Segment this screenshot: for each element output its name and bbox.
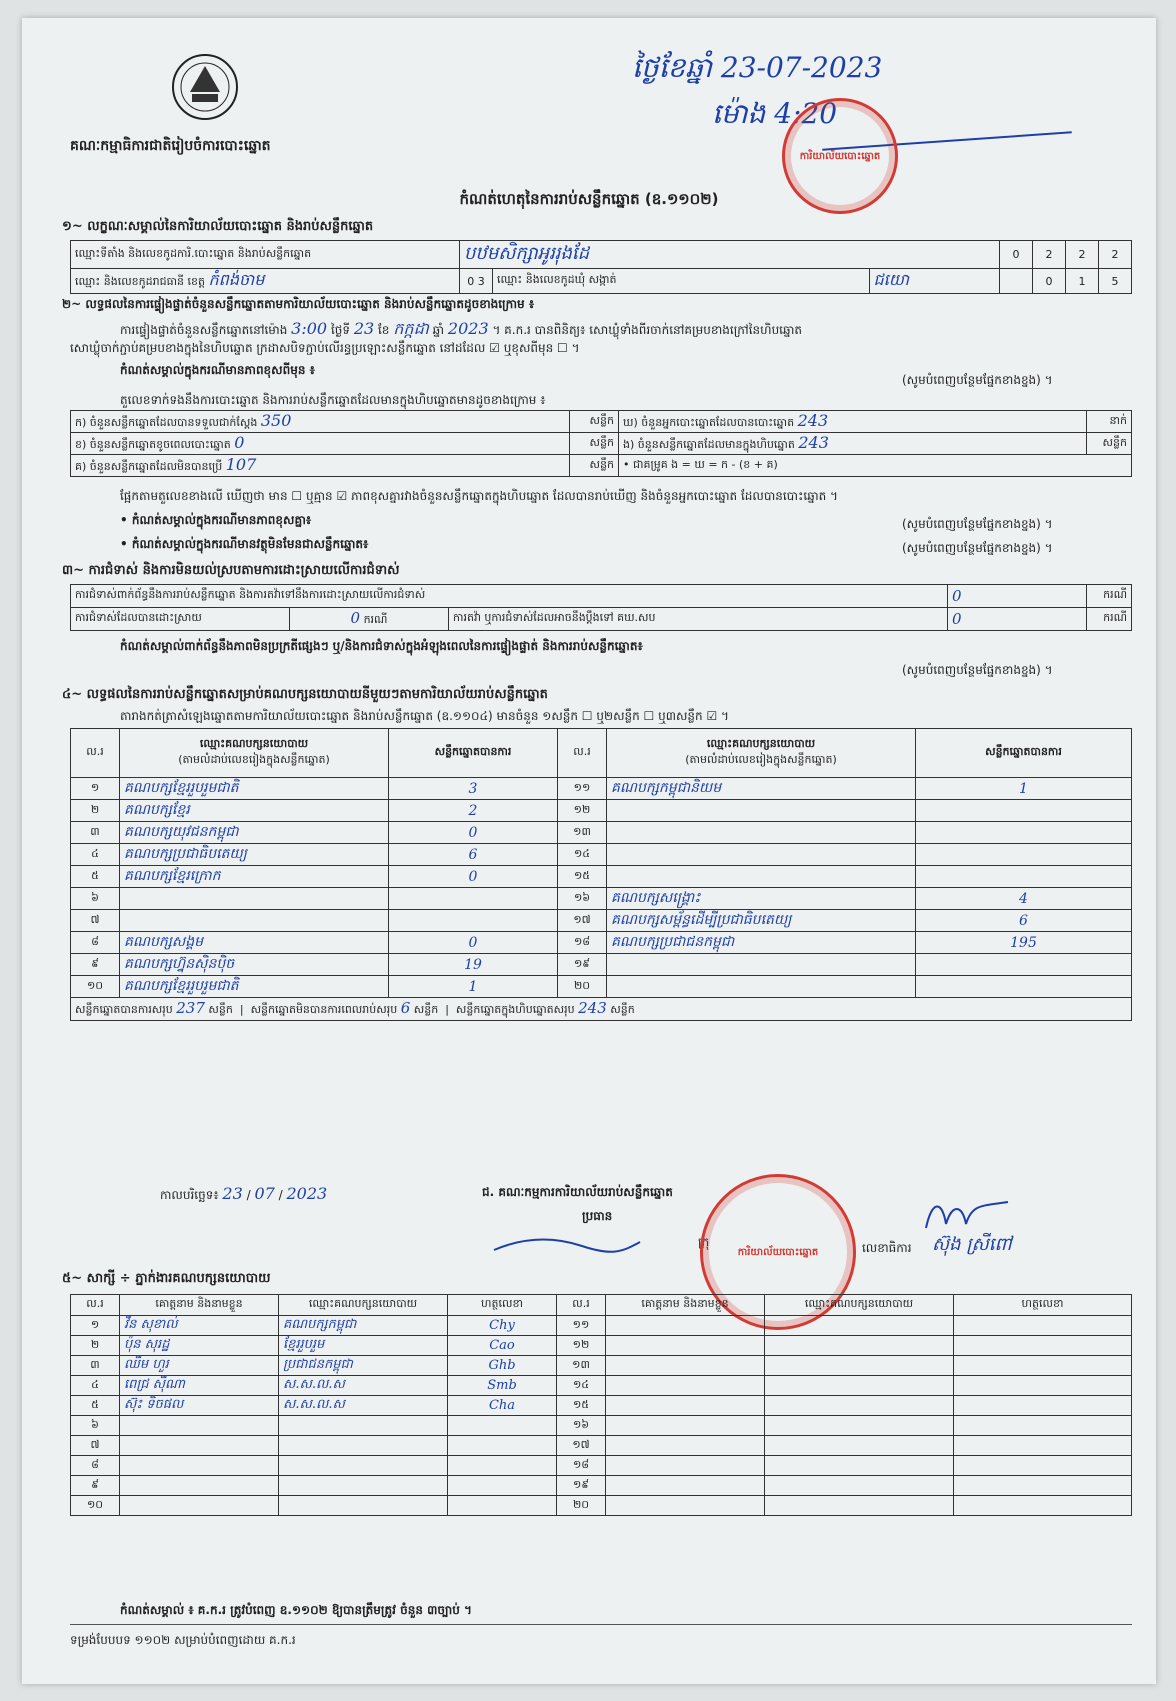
witness-no: ១៨ (572, 1457, 590, 1471)
appeal-value: 0 (952, 610, 962, 628)
witness-col-sign-right: ហត្ថលេខា (1021, 1297, 1064, 1310)
intro-c: ខែ (378, 323, 390, 337)
results-no: ៦ (91, 890, 99, 904)
commune-code-1: 0 (1045, 274, 1053, 288)
witness-no: ១៣ (572, 1357, 590, 1371)
witness-row (71, 1436, 1132, 1456)
note-foreign-hint: (សូមបំពេញបន្ថែមផ្នែកខាងខ្នង) ។ (902, 541, 1053, 555)
witness-row (71, 1496, 1132, 1516)
committee-label: ជ. គណៈកម្មការការិយាល័យរាប់សន្លឹកឆ្នោត (482, 1185, 673, 1199)
objection-value: 0 (952, 587, 962, 605)
results-no: ១៩ (573, 956, 591, 970)
count-b-label: ខ) ចំនួនសន្លឹកឆ្នោតខូចពេលបោះឆ្នោត (75, 438, 231, 451)
witness-col-party-right: ឈ្មោះគណបក្សនយោបាយ (804, 1297, 914, 1310)
location-code-3: 2 (1078, 248, 1086, 261)
secretary-label: លេខាធិការ (862, 1241, 912, 1255)
results-row (71, 866, 1132, 888)
results-row (71, 888, 1132, 910)
witness-col-party-left: ឈ្មោះគណបក្សនយោបាយ (308, 1297, 418, 1310)
results-no: ១២ (573, 802, 591, 816)
section1-table (70, 240, 1132, 294)
results-col-no-left: ល.រ (86, 745, 104, 758)
witness-no: ៤ (91, 1377, 99, 1391)
total-invalid-unit: សន្លឹក (413, 1003, 439, 1016)
count-e-unit: សន្លឹក (1102, 435, 1127, 449)
witness-no: ៥ (91, 1397, 99, 1411)
chair-label: ប្រធាន (582, 1209, 613, 1223)
witness-row (71, 1316, 1132, 1336)
irregularity-hint: (សូមបំពេញបន្ថែមផ្នែកខាងខ្នង) ។ (902, 663, 1053, 677)
results-table: ល.រ ឈ្មោះគណបក្សនយោបាយ (តាមលំដាប់លេខរៀងក្នុងសន្លឹកឆ្នោត) សន្លឹកឆ្នោតបានការ ល.រ ឈ្មោះគណបក្សនយោបាយ (តាមលំដាប់លេខរៀងក្នុងសន្លឹកឆ្នោត) សន្លឹកឆ្នោតបានការ ១ គណបក្សខ្មែររួបរួមជាតិ 3 ១១ គណបក្សកម្ពុជានិយម 1 ២ គណបក្សខ្មែរ 2 ១២ ៣ គណបក្សយុវជនកម្ពុជា 0 ១៣ ៤ គណបក្សប្រជាធិបតេយ្យ 6 ១៤ ៥ គណបក្សខ្មែរក្រោក 0 ១៥ ៦ ១៦ គណបក្សសង្គ្រោះ 4 ៧ ១៧ គណបក្សសម្ព័ន្ធដើម្បីប្រជាធិបតេយ្យ 6 ៨ គណបក្សសង្គម 0 ១៨ គណបក្សប្រជាជនកម្ពុជា 195 ៩ គណបក្សហ្វ៊ុនស៊ិនប៉ិច 19 ១៩ ១០ គណបក្សខ្មែររួបរួមជាតិ 1 ២០ សន្លឹកឆ្នោតបានការសរុប 237 សន្លឹក | សន្លឹកឆ្នោតមិនបានការពេលរាប់សរុប 6 សន្លឹក | សន្លឹកឆ្នោតក្នុងហិបឆ្នោតសរុប 243 សន្លឹក (70, 728, 1132, 1021)
date-month: 07 (254, 1184, 275, 1203)
count-a-unit: សន្លឹក (589, 413, 614, 427)
count-a-label: ក) ចំនួនសន្លឹកឆ្នោតដែលបានទទួលជាក់ស្តែង (75, 416, 258, 429)
location-label: ឈ្មោះទីតាំង និងលេខកូដការិ.បោះឆ្នោត និងរាប់សន្លឹកឆ្នោត (75, 246, 312, 260)
witness-signature: Cao (489, 1338, 515, 1353)
witness-row (71, 1356, 1132, 1376)
results-col-votes-right: សន្លឹកឆ្នោតបានការ (985, 745, 1062, 758)
results-party: គណបក្សហ្វ៊ុនស៊ិនប៉ិច (124, 956, 235, 972)
witness-no: ១០ (86, 1497, 104, 1511)
witness-row (71, 1416, 1132, 1436)
results-votes: 0 (468, 934, 478, 951)
form-sheet (22, 18, 1156, 1684)
witness-party: ស.ស.ល.ស (283, 1397, 345, 1412)
count-d-unit: នាក់ (1109, 413, 1127, 427)
results-votes: 6 (468, 846, 478, 863)
footer-divider (70, 1624, 1132, 1625)
results-no: ៤ (91, 846, 99, 860)
results-row (71, 800, 1132, 822)
count-c-value: 107 (225, 455, 257, 474)
note-diff-hint: (សូមបំពេញបន្ថែមផ្នែកខាងខ្នង) ។ (902, 373, 1053, 387)
commune-code-2: 1 (1078, 274, 1086, 288)
total-box-value: 243 (578, 999, 607, 1017)
witness-col-no-right: ល.រ (572, 1297, 590, 1310)
results-col-party-sub-left: (តាមលំដាប់លេខរៀងក្នុងសន្លឹកឆ្នោត) (178, 753, 330, 766)
witness-row (71, 1476, 1132, 1496)
verify-month: កក្កដា (393, 319, 429, 338)
org-name: គណៈកម្មាធិការជាតិរៀបចំការបោះឆ្នោត (70, 138, 271, 154)
note-discrepancy-hint: (សូមបំពេញបន្ថែមផ្នែកខាងខ្នង) ។ (902, 517, 1053, 531)
witness-col-name-left: គោត្តនាម និងនាមខ្លួន (155, 1297, 243, 1310)
verify-time: 3:00 (291, 319, 328, 338)
results-row (71, 976, 1132, 998)
witness-no: ៧ (90, 1437, 100, 1451)
total-invalid-label: សន្លឹកឆ្នោតមិនបានការពេលរាប់សរុប (250, 1003, 398, 1016)
location-code-4: 2 (1111, 248, 1119, 261)
intro-e: ។ គ.ក.រ បានពិនិត្យ៖ សោឃ្លុំទាំងពីរចាក់នៅគម្របខាងក្រៅនៃហិបឆ្នោត (492, 323, 803, 337)
total-invalid-value: 6 (400, 999, 411, 1017)
results-no: ៨ (91, 934, 99, 948)
results-no: ១៥ (573, 868, 591, 882)
signing-date: កាលបរិច្ឆេទ៖ 23 / 07 / 2023 (160, 1184, 328, 1203)
province-code-1: 0 (467, 274, 475, 288)
province-code-2: 3 (477, 274, 485, 288)
total-box-label: សន្លឹកឆ្នោតក្នុងហិបឆ្នោតសរុប (455, 1003, 575, 1016)
date-label: កាលបរិច្ឆេទ៖ (160, 1188, 219, 1202)
results-no: ១ (90, 780, 100, 794)
witness-table (70, 1294, 1132, 1516)
objection-unit: ករណី (1103, 588, 1127, 601)
received-time: ម៉ោង 4:20 (712, 97, 838, 130)
count-c-label: គ) ចំនួនសន្លឹកឆ្នោតដែលមិនបានប្រើ (75, 460, 223, 473)
results-party: គណបក្សសម្ព័ន្ធដើម្បីប្រជាធិបតេយ្យ (611, 912, 792, 928)
section2-heading: ២~ លទ្ធផលនៃការផ្ទៀងផ្ទាត់ចំនួនសន្លឹកឆ្នោតតាមការិយាល័យបោះឆ្នោត និងរាប់សន្លឹកឆ្នោតដូចខាងក្រោម ៖ (62, 297, 535, 311)
intro-d: ឆ្នាំ (432, 323, 445, 337)
count-b-unit: សន្លឹក (589, 435, 614, 449)
count-a-value: 350 (260, 411, 292, 430)
results-votes: 195 (1010, 934, 1037, 951)
verify-day: 23 (353, 319, 375, 338)
results-row (71, 844, 1132, 866)
witness-row (71, 1376, 1132, 1396)
witness-party: ប្រជាជនកម្ពុជា (283, 1357, 353, 1372)
form-title: កំណត់ហេតុនៃការរាប់សន្លឹកឆ្នោត (ឧ.១១០២) (459, 190, 719, 208)
resolved-unit: ករណី (363, 613, 388, 626)
chair-signature (492, 1230, 642, 1260)
results-votes: 1 (468, 978, 478, 995)
witness-no: ១៥ (572, 1397, 590, 1411)
results-col-party-right: ឈ្មោះគណបក្សនយោបាយ (706, 737, 816, 750)
results-no: ៣ (90, 824, 100, 838)
count-e-label: ង) ចំនួនសន្លឹកឆ្នោតដែលមានក្នុងហិបឆ្នោត (623, 438, 795, 451)
witness-signature: Ghb (488, 1358, 516, 1373)
witness-no: ១២ (572, 1337, 590, 1351)
note-diff-label: កំណត់សម្គាល់ក្នុងករណីមានភាពខុសពីមុន ៖ (120, 363, 315, 377)
results-party: គណបក្សសង្គម (124, 934, 204, 950)
results-party: គណបក្សកម្ពុជានិយម (611, 780, 722, 796)
verification-line1 (120, 318, 1130, 342)
witness-party: ស.ស.ល.ស (283, 1377, 345, 1392)
results-party: គណបក្សខ្មែរក្រោក (124, 868, 221, 884)
witness-name: ប៉ុន សុរដ្ឋ (124, 1337, 170, 1352)
results-no: ១១ (573, 780, 591, 794)
results-votes: 4 (1019, 890, 1028, 907)
secretary-name: ស៊ុង ស្រីពៅ (932, 1234, 1012, 1255)
section4-heading: ៤~ លទ្ធផលនៃការរាប់សន្លឹកឆ្នោតសម្រាប់គណបក្សនយោបាយនីមួយៗតាមការិយាល័យរាប់សន្លឹកឆ្នោត (62, 687, 548, 702)
count-formula: • ជាគម្រូគ ង = ឃ = ក - (ខ + គ) (623, 457, 778, 471)
witness-name: ឈឹម ហួរ (124, 1357, 169, 1372)
witness-no: ២០ (572, 1497, 590, 1511)
results-no: ៩ (91, 956, 99, 970)
results-votes: 1 (1019, 780, 1028, 797)
witness-no: ១៤ (572, 1377, 590, 1391)
section4-intro: តារាងកត់ត្រាសំឡេងឆ្នោតតាមការិយាល័យបោះឆ្នោត និងរាប់សន្លឹកឆ្នោត (ឧ.១១០៤) មានចំនួន ១សន្លឹក ☐ ឬ២សន្លឹក ☐ ឬ៣សន្លឹក ☑ ។ (120, 709, 729, 723)
commune-code-3: 5 (1111, 274, 1119, 288)
witness-signature: Smb (487, 1378, 517, 1393)
witness-no: ១១ (572, 1317, 590, 1331)
witness-signature: Cha (488, 1398, 516, 1413)
emblem (170, 52, 240, 122)
location-code-2: 2 (1045, 248, 1053, 261)
results-row (71, 910, 1132, 932)
secretary-signature (922, 1198, 1012, 1234)
note-foreign-object: • កំណត់សម្គាល់ក្នុងករណីមានវត្ថុមិនមែនជាសន្លឹកឆ្នោត៖ (120, 537, 369, 551)
received-date: ថ្ងៃខែឆ្នាំ 23-07-2023 (632, 51, 883, 84)
witness-row (71, 1396, 1132, 1416)
section1-heading: ១~ លក្ខណៈសម្គាល់នៃការិយាល័យបោះឆ្នោត និងរាប់សន្លឹកឆ្នោត (62, 219, 374, 234)
note-discrepancy: • កំណត់សម្គាល់ក្នុងករណីមានភាពខុសគ្នា៖ (120, 513, 312, 527)
header-stamp-text: ការិយាល័យបោះឆ្នោត (799, 150, 881, 162)
results-votes: 0 (468, 824, 478, 841)
objection-label: ការជំទាស់ពាក់ព័ន្ធនឹងការរាប់សន្លឹកឆ្នោត និងការតវ៉ាទៅនឹងការដោះស្រាយលើការជំទាស់ (75, 588, 426, 601)
results-votes: 2 (468, 802, 478, 819)
results-party: គណបក្សសង្គ្រោះ (611, 890, 701, 906)
witness-no: ១៩ (572, 1477, 590, 1491)
intro-b: ថ្ងៃទី (330, 323, 350, 337)
objections-table (70, 584, 1132, 631)
results-col-party-sub-right: (តាមលំដាប់លេខរៀងក្នុងសន្លឹកឆ្នោត) (685, 753, 837, 766)
total-box-unit: សន្លឹក (610, 1003, 635, 1016)
witness-party: ខ្មែររួបរួម (283, 1337, 325, 1352)
results-party: គណបក្សប្រជាជនកម្ពុជា (611, 934, 735, 950)
results-party: គណបក្សខ្មែររួបរួមជាតិ (124, 780, 239, 796)
province-value: កំពង់ចាម (208, 270, 265, 289)
witness-no: ១ (90, 1317, 100, 1331)
appeal-label: ការតវ៉ា ឬការជំទាស់ដែលអាចនឹងប្តឹងទៅ គឃ.សប (453, 611, 656, 624)
results-votes: 3 (468, 780, 478, 797)
witness-no: ៣ (90, 1357, 100, 1371)
results-col-party-left: ឈ្មោះគណបក្សនយោបាយ (199, 737, 309, 750)
committee-stamp-text: ការិយាល័យបោះឆ្នោត (737, 1246, 819, 1258)
results-party: គណបក្សខ្មែររួបរួមជាតិ (124, 978, 239, 994)
date-day: 23 (222, 1184, 243, 1203)
count-d-label: ឃ) ចំនួនអ្នកបោះឆ្នោតដែលបានបោះឆ្នោត (623, 416, 795, 429)
results-no: ២ (90, 802, 100, 816)
results-row (71, 822, 1132, 844)
commune-label: ឈ្មោះ និងលេខកូដឃុំ សង្កាត់ (497, 273, 617, 286)
witness-col-no-left: ល.រ (86, 1297, 104, 1310)
resolved-label: ការជំទាស់ដែលបានដោះស្រាយ (75, 611, 202, 624)
total-valid-label: សន្លឹកឆ្នោតបានការសរុប (75, 1003, 173, 1016)
resolved-value: 0 (350, 609, 361, 627)
results-votes: 19 (464, 956, 482, 973)
results-no: ១៧ (573, 912, 591, 926)
counts-intro: តួលេខទាក់ទងនឹងការបោះឆ្នោត និងការរាប់សន្លឹកឆ្នោតដែលមានក្នុងហិបឆ្នោតមានដូចខាងក្រោម ៖ (120, 393, 546, 407)
witness-party: គណបក្សកម្ពុជា (283, 1317, 357, 1332)
results-no: ១០ (86, 978, 104, 992)
results-no: ១៨ (573, 934, 591, 948)
results-row (71, 954, 1132, 976)
witness-name: ស៊ុះ ទិចផល (124, 1397, 184, 1412)
total-valid-value: 237 (176, 999, 205, 1017)
witness-signature: Chy (489, 1318, 515, 1333)
results-no: ៥ (91, 868, 99, 882)
results-col-votes-left: សន្លឹកឆ្នោតបានការ (434, 745, 512, 758)
location-code-1: 0 (1012, 248, 1020, 261)
province-label: ឈ្មោះ និងលេខកូដរាជធានី ខេត្ត (75, 275, 205, 288)
witness-no: ៨ (91, 1457, 99, 1471)
witness-no: ១៦ (572, 1417, 590, 1431)
count-c-unit: សន្លឹក (589, 457, 614, 471)
footnote: កំណត់សម្គាល់ ៖ គ.ក.រ ត្រូវបំពេញ ឧ.១១០២ ឱ្យបានត្រឹមត្រូវ ចំនួន ៣ច្បាប់ ។ (120, 1603, 472, 1617)
verify-year: 2023 (447, 319, 489, 338)
results-row (71, 778, 1132, 800)
counts-table (70, 410, 1132, 477)
results-party: គណបក្សយុវជនកម្ពុជា (124, 824, 239, 840)
witness-col-sign-left: ហត្ថលេខា (481, 1297, 523, 1310)
verification-line2: សោឃ្លុំចាក់ភ្ជាប់គម្របខាងក្នុងនៃហិបឆ្នោត ក្រដាសបិទភ្ជាប់លើរន្ធប្រឡោះសន្លឹកឆ្នោត នៅដដែល ☑ ឬខុសពីមុន ☐ ។ (70, 341, 580, 355)
results-no: ១៤ (573, 846, 591, 860)
results-no: ២០ (573, 978, 591, 992)
location-value: បឋមសិក្សាអូររុងដែ (464, 243, 590, 264)
results-party: គណបក្សខ្មែរ (124, 802, 190, 818)
compare-text: ផ្អែកតាមតួលេខខាងលើ ឃើញថា មាន ☐ ឬគ្មាន ☑ ភាពខុសគ្នារវាងចំនួនសន្លឹកឆ្នោតក្នុងហិបឆ្នោត ដែលបានរាប់ឃើញ និងចំនួនអ្នកបោះឆ្នោត ដែលបានបោះឆ្នោត ។ (120, 489, 838, 503)
results-votes: 0 (468, 868, 478, 885)
results-no: ៧ (90, 912, 100, 926)
commune-value: ជយោ (873, 270, 910, 289)
section3-heading: ៣~ ការជំទាស់ និងការមិនយល់ស្របតាមការដោះស្រាយលើការជំទាស់ (62, 563, 400, 578)
witness-row (71, 1456, 1132, 1476)
witness-no: ១៧ (572, 1437, 590, 1451)
witness-no: ៦ (91, 1417, 99, 1431)
irregularity-note: កំណត់សម្គាល់ពាក់ព័ន្ធនឹងភាពមិនប្រក្រតីផ្សេងៗ ឬ/និងការជំទាស់ក្នុងអំឡុងពេលនៃការផ្ទៀងផ្ទាត់ និងការរាប់សន្លឹកឆ្នោត៖ (120, 639, 643, 653)
witness-no: ២ (90, 1337, 100, 1351)
count-d-value: 243 (797, 411, 829, 430)
count-b-value: 0 (234, 433, 245, 452)
results-party: គណបក្សប្រជាធិបតេយ្យ (124, 846, 247, 862)
witness-name: វីន សុខាល់ (124, 1317, 178, 1332)
results-no: ១៦ (573, 890, 591, 904)
count-e-value: 243 (798, 433, 829, 452)
results-votes: 6 (1019, 912, 1028, 929)
witness-no: ៩ (91, 1477, 99, 1491)
results-no: ១៣ (573, 824, 591, 838)
results-col-no-right: ល.រ (573, 745, 591, 758)
witness-name: ពេជ្រ ស៊ីណា (124, 1377, 186, 1392)
witness-col-name-right: គោត្តនាម និងនាមខ្លួន (641, 1297, 729, 1310)
appeal-unit: ករណី (1103, 611, 1127, 624)
member-label: ក្រុ (698, 1235, 710, 1249)
results-row (71, 932, 1132, 954)
total-valid-unit: សន្លឹក (208, 1003, 233, 1016)
intro-a: ការផ្ទៀងផ្ទាត់ចំនួនសន្លឹកឆ្នោតនៅម៉ោង (120, 323, 288, 337)
section5-heading: ៥~ សាក្សី ÷ ភ្នាក់ងារគណបក្សនយោបាយ (62, 1271, 271, 1286)
witness-row (71, 1336, 1132, 1356)
form-note: ទម្រង់បែបបទ ១១០២ សម្រាប់បំពេញដោយ គ.ក.រ (70, 1633, 296, 1647)
date-year: 2023 (286, 1184, 328, 1203)
